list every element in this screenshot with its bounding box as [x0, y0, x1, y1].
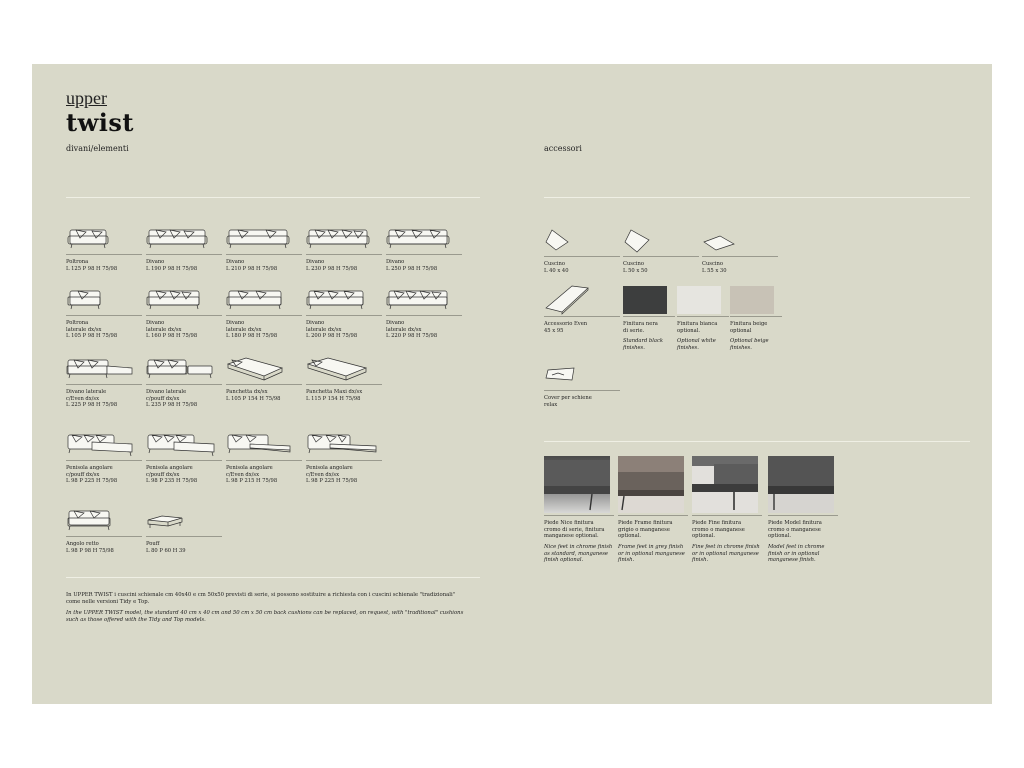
item-dims: L 98 P 225 H 75/98	[306, 478, 358, 485]
item-dims: L 80 P 60 H 39	[146, 547, 186, 554]
element-panchetta	[226, 354, 302, 402]
item-name: Divano laterale dx/sx	[226, 320, 262, 333]
acc-name: Cover per schiene relax	[544, 395, 592, 408]
divano-drawing	[306, 224, 370, 252]
foot-label-en: Model feet in chrome finish or in optional manganese finish.	[768, 543, 825, 564]
item-name: Pouff	[146, 541, 160, 547]
finish-label: Finitura bianca optional.	[677, 321, 718, 334]
element-divano-210	[226, 224, 302, 272]
item-name: Divano laterale dx/sx	[146, 320, 182, 333]
item-dims: L 200 P 98 H 75/98	[306, 333, 358, 340]
cover-drawing	[544, 366, 608, 388]
foot-label: Piede Frame finitura grigio o manganese optional.	[618, 520, 673, 540]
panchetta-maxi-drawing	[306, 354, 370, 382]
item-dims: L 210 P 98 H 75/98	[226, 265, 278, 272]
section-title-accessori: accessori	[544, 144, 582, 153]
element-divano-laterale-220	[386, 285, 462, 340]
item-dims: L 98 P 98 H 75/98	[66, 547, 114, 554]
note-english: In the UPPER TWIST model, the standard 40 cm x 40 cm and 50 cm x 50 cm back cushions can be replaced, on request, with "traditional" cushions such as those offered with the Tidy and Top models.	[66, 610, 464, 624]
foot-label: Piede Model finitura cromo o manganese optional.	[768, 520, 822, 540]
item-name: Divano	[386, 259, 405, 265]
element-divano-laterale-160	[146, 285, 222, 340]
item-name: Divano	[306, 259, 325, 265]
item-dims: L 160 P 98 H 75/98	[146, 333, 198, 340]
item-name: Penisola angolare c/pouff dx/sx	[66, 465, 113, 478]
foot-label: Piede Nice finitura cromo di serie, finitura manganese optional.	[544, 520, 605, 540]
element-divano-190	[146, 224, 222, 272]
finish-bianca	[677, 286, 729, 352]
finish-swatch-black	[623, 286, 667, 314]
element-poltrona-laterale	[66, 285, 142, 340]
element-poltrona	[66, 224, 142, 272]
acc-name: Accessorio Even	[544, 321, 588, 327]
element-divano-laterale-even	[66, 354, 142, 409]
cushion-drawing	[623, 228, 687, 254]
item-name: Angolo retto	[66, 541, 99, 547]
laterale-pouff-drawing	[146, 354, 210, 382]
section-title-divani: divani/elementi	[66, 144, 129, 153]
finish-nera	[623, 286, 675, 352]
item-name: Divano	[226, 259, 245, 265]
item-dims: L 250 P 98 H 75/98	[386, 265, 438, 272]
element-penisola-even-225	[306, 430, 382, 485]
foot-model-photo	[768, 456, 834, 513]
item-dims: L 105 P 154 H 75/98	[226, 395, 281, 402]
item-name: Panchetta dx/sx	[226, 389, 268, 395]
cushion-drawing	[544, 228, 608, 254]
brand-twist: twist	[66, 108, 134, 137]
item-name: Penisola angolare c/Even dx/sx	[306, 465, 353, 478]
foot-nice	[544, 456, 614, 564]
item-name: Poltrona laterale dx/sx	[66, 320, 102, 333]
laterale-drawing	[306, 285, 370, 313]
item-name: Penisola angolare c/pouff dx/sx	[146, 465, 193, 478]
item-dims: L 105 P 98 H 75/98	[66, 333, 118, 340]
item-dims: L 98 P 225 H 75/98	[66, 478, 118, 485]
item-dims: L 225 P 98 H 75/98	[66, 402, 118, 409]
element-divano-230	[306, 224, 382, 272]
item-name: Divano laterale dx/sx	[386, 320, 422, 333]
laterale-drawing	[386, 285, 450, 313]
acc-dims: 45 x 95	[544, 327, 564, 334]
item-dims: L 190 P 98 H 75/98	[146, 265, 198, 272]
acc-dims: L 50 x 50	[623, 267, 648, 274]
divider-left-bottom	[66, 577, 480, 578]
element-pouff	[146, 506, 222, 554]
laterale-drawing	[66, 285, 130, 313]
item-name: Divano laterale dx/sx	[306, 320, 342, 333]
accessory-cover	[544, 366, 620, 408]
divider-left-top	[66, 197, 480, 198]
element-penisola-pouff-225	[66, 430, 142, 485]
item-name: Penisola angolare c/Even dx/sx	[226, 465, 273, 478]
item-dims: L 125 P 98 H 75/98	[66, 265, 118, 272]
item-name: Divano	[146, 259, 165, 265]
poltrona-drawing	[66, 224, 130, 252]
acc-dims: L 40 x 40	[544, 267, 569, 274]
accessory-even	[544, 284, 620, 334]
divano-drawing	[226, 224, 290, 252]
finish-label: Finitura beige optional	[730, 321, 768, 334]
accessory-cuscino-50	[623, 228, 699, 274]
pouff-drawing	[146, 506, 210, 534]
element-divano-250	[386, 224, 462, 272]
element-penisola-even-215	[226, 430, 302, 485]
acc-name: Cuscino	[623, 261, 645, 267]
penisola-drawing	[66, 430, 130, 458]
acc-dims: L 55 x 30	[702, 267, 727, 274]
item-dims: L 115 P 154 H 75/98	[306, 395, 361, 402]
foot-fine	[692, 456, 762, 564]
item-dims: L 180 P 98 H 75/98	[226, 333, 278, 340]
accessory-cuscino-40	[544, 228, 620, 274]
element-divano-laterale-pouff	[146, 354, 222, 409]
foot-label: Piede Fine finitura cromo o manganese optional.	[692, 520, 745, 540]
item-name: Poltrona	[66, 259, 89, 265]
item-name: Panchetta Maxi dx/sx	[306, 389, 363, 395]
divider-right-top	[544, 197, 970, 198]
element-penisola-pouff-235	[146, 430, 222, 485]
finish-label: Finitura nera di serie.	[623, 321, 658, 334]
item-name: Divano laterale c/pouff dx/sx	[146, 389, 187, 402]
note-italian: In UPPER TWIST i cuscini schienale cm 40x40 e cm 50x50 previsti di serie, si possono sostituire a richiesta con i cuscini schienale "tradizionali" come nelle versioni Tidy e Top.	[66, 592, 456, 606]
laterale-drawing	[226, 285, 290, 313]
accessory-cuscino-55	[702, 228, 778, 274]
foot-model	[768, 456, 838, 564]
item-dims: L 220 P 98 H 75/98	[386, 333, 438, 340]
divano-drawing	[386, 224, 450, 252]
foot-nice-photo	[544, 456, 610, 513]
foot-frame-photo	[618, 456, 684, 513]
item-dims: L 230 P 98 H 75/98	[306, 265, 358, 272]
foot-label-en: Frame feet in grey finish or in optional manganese finish.	[618, 543, 685, 564]
brand-upper: upper	[66, 88, 107, 108]
catalog-sheet	[32, 64, 992, 704]
foot-fine-photo	[692, 456, 758, 513]
laterale-even-drawing	[66, 354, 130, 382]
acc-name: Cuscino	[702, 261, 724, 267]
finish-swatch-beige	[730, 286, 774, 314]
penisola-even-drawing	[226, 430, 290, 458]
foot-label-en: Fine feet in chrome finish or in optional manganese finish.	[692, 543, 760, 564]
item-dims: L 98 P 235 H 75/98	[146, 478, 198, 485]
item-name: Divano laterale c/Even dx/sx	[66, 389, 107, 402]
foot-frame	[618, 456, 688, 564]
cushion-drawing	[702, 228, 766, 254]
element-angolo-retto	[66, 506, 142, 554]
penisola-even-drawing	[306, 430, 370, 458]
acc-name: Cuscino	[544, 261, 566, 267]
panchetta-drawing	[226, 354, 290, 382]
element-divano-laterale-180	[226, 285, 302, 340]
element-divano-laterale-200	[306, 285, 382, 340]
item-dims: L 98 P 215 H 75/98	[226, 478, 278, 485]
finish-label-en: Optional beige finishes.	[730, 338, 769, 351]
item-dims: L 235 P 98 H 75/98	[146, 402, 198, 409]
penisola-drawing	[146, 430, 210, 458]
finish-label-en: Standard black finishes.	[623, 338, 664, 351]
angolo-drawing	[66, 506, 130, 534]
finish-label-en: Optional white finishes.	[677, 338, 716, 351]
finish-swatch-white	[677, 286, 721, 314]
finish-beige	[730, 286, 782, 352]
divider-right-middle	[544, 441, 970, 442]
foot-label-en: Nice feet in chrome finish as standard, manganese finish optional.	[544, 543, 613, 564]
element-panchetta-maxi	[306, 354, 382, 402]
divano-drawing	[146, 224, 210, 252]
even-tray-drawing	[544, 284, 608, 314]
laterale-drawing	[146, 285, 210, 313]
